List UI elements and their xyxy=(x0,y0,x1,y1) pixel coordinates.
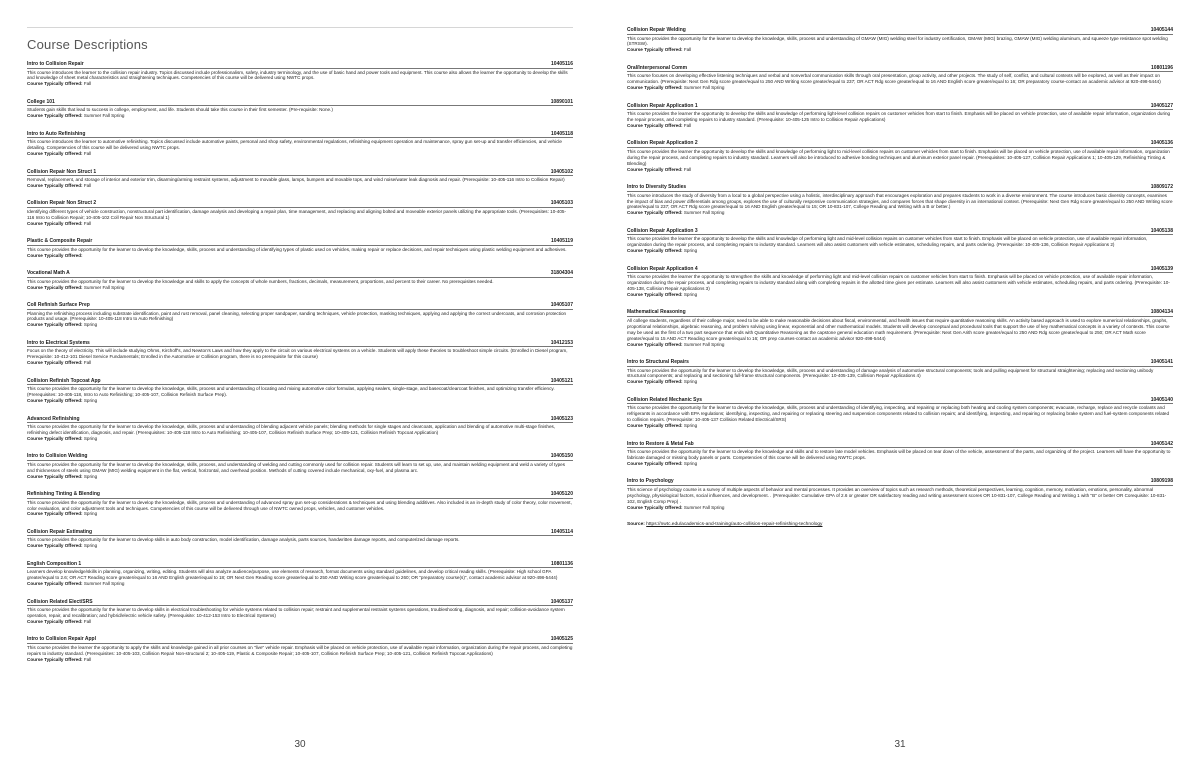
course-offered-label: Course Typically Offered: xyxy=(27,220,83,226)
course-offered xyxy=(27,581,573,587)
course-offered-value: Spring xyxy=(683,460,698,466)
course-offered-value: Spring xyxy=(683,423,698,429)
course-name: Collision Repair Non Struct 1 xyxy=(27,168,97,175)
course-offered xyxy=(627,505,1173,511)
course-number: 10405123 xyxy=(550,415,573,422)
course-entry xyxy=(27,561,573,587)
course-offered-label: Course Typically Offered: xyxy=(627,122,683,128)
course-number: 10405121 xyxy=(550,377,573,384)
course-entry xyxy=(627,266,1173,298)
course-header xyxy=(627,441,1173,449)
course-entry xyxy=(27,131,573,157)
course-offered-value: Spring xyxy=(83,473,98,479)
course-offered xyxy=(27,360,573,366)
course-name: Collision Related Mechanic Sys xyxy=(627,396,703,403)
course-number: 10405139 xyxy=(1150,265,1173,272)
course-entry xyxy=(627,478,1173,510)
course-name: Collision Related Elect/SRS xyxy=(27,598,93,605)
course-offered-value: Fall xyxy=(83,151,92,157)
course-description: This course introduces the study of diversity from a local to a global perspective using a holistic, interdisciplinary approach that encourages exploration and prepares students to work in a diverse environment. The course introduces basic diversity concepts, examines the impact of bias and power differentials among groups, explores the use of culturally responsive communication strategies, and compares forces that shape diversity in an international context. (Prerequisite: Next Gen Rdg score greater/equal to 250 AND Writing score greater/equal to 237; OR ACT Rdg score greater/equal to 16 AND English greater/equal to 15; OR 10-831-107, College Reading and Writing with a B or better.) xyxy=(627,192,1173,210)
course-description: This course provides the opportunity for the learner to develop the knowledge and skills to apply the concepts of whole numbers, fractions, decimals, measurement, proportions, and percent to their career. No prerequisites needed. xyxy=(27,278,494,284)
course-description: This course provides the opportunity for the learner to develop skills in electrical troubleshooting for vehicle systems related to collision repair; restraint and supplemental restraint systems operations, troubleshooting, diagnosis, and repair; collision-avoidance system operation, repair, and recalibration; and hybrid/electric vehicle safety. (Prerequisite: 10-412-153 Intro to Electrical Systems) xyxy=(27,607,565,619)
course-offered-value: Spring xyxy=(83,322,98,328)
course-offered-label: Course Typically Offered: xyxy=(27,473,83,479)
course-offered xyxy=(27,322,573,328)
course-header xyxy=(27,491,573,499)
course-header xyxy=(27,416,573,424)
course-header xyxy=(27,270,573,278)
course-offered-label: Course Typically Offered: xyxy=(627,341,683,347)
course-name: Mathematical Reasoning xyxy=(627,309,686,316)
course-header xyxy=(27,453,573,461)
course-entry xyxy=(627,140,1173,172)
course-number: 10405119 xyxy=(551,238,573,245)
course-number: 10405136 xyxy=(1150,140,1173,147)
course-offered xyxy=(27,619,573,625)
page-number-left: 30 xyxy=(294,739,306,750)
course-offered-label: Course Typically Offered: xyxy=(627,379,683,385)
course-description: This course provides the learner the opportunity to apply the skills and knowledge gained in all prior courses on "live" vehicle repair. Emphasis will be placed on vehicle protection, use of available repair information, organization during the repair process, and completing repairs to industry standard. (Prerequisites: 10-405-103, Collision Repair Non-structural 2; 10-405-119, Plastic & Composite Repair; 10-405-107, Collision Refinish Surface Prep; 10-405-121, Collision Refinish Topcoat Applications) xyxy=(27,644,573,656)
course-offered-label: Course Typically Offered: xyxy=(27,511,83,517)
course-description: Learners develop knowledge/skills in planning, organizing, writing, editing. Students will also analyze audience/purpose, use elements of research, format documents using standard guidelines, and develop critical reading skills. (Prerequisite: High school GPA greater/equal to 2.6; OR ACT Reading score greater/equal to 16 AND English greater/equal to 18; OR Next Gen Reading score greater/equal to 250 AND Writing score greater/equal to 260; OR "preparatory course(s)", contact academic advisor at 920-498-5444) xyxy=(27,569,558,581)
source-label: Source: xyxy=(627,522,645,528)
course-offered-value: Fall xyxy=(683,47,692,53)
course-offered-label: Course Typically Offered: xyxy=(27,113,83,119)
course-offered-label: Course Typically Offered: xyxy=(627,85,683,91)
course-offered-value: Spring xyxy=(683,248,698,254)
course-offered-label: Course Typically Offered: xyxy=(27,252,83,258)
course-entry xyxy=(27,378,573,404)
course-header xyxy=(27,636,573,644)
course-offered-label: Course Typically Offered: xyxy=(627,47,683,53)
course-header xyxy=(27,378,573,386)
course-offered xyxy=(27,253,573,259)
course-entry xyxy=(27,416,573,442)
source-citation xyxy=(627,522,1173,528)
course-description: Focus on the theory of electricity. This will include studying Ohms, Kirchoff's, and Newton's Laws and how they apply to the circuit on various electrical systems on a vehicle. Students will apply these theories to troubleshoot simple circuits. (Enrolled in Diesel program, Prerequisite: 10-412-101 Diesel Service Fundamentals; Enrolled in the Automotive or Collision program, there is no prerequisite for this course) xyxy=(27,348,568,360)
course-offered-value: Fall xyxy=(83,360,92,366)
course-offered-value: Spring xyxy=(83,398,98,403)
course-offered-value: Summer Fall Spring xyxy=(683,504,725,510)
course-header xyxy=(627,309,1173,317)
course-number: 10405102 xyxy=(550,168,573,175)
course-description: This course provides the opportunity for the learner to develop the knowledge, skills, process and understanding of damage analysis of automotive structural components; tools and pulling equipment for structural straightening; replacing and sectioning unibody structural components; and replacing and sectioning full-frame structural components. (Prerequisite: 10-405-139, Collision Repair Applications 4) xyxy=(627,367,1154,379)
course-offered xyxy=(27,543,573,549)
course-offered xyxy=(27,221,573,227)
course-offered-label: Course Typically Offered: xyxy=(627,423,683,429)
course-number: 31804304 xyxy=(550,270,573,277)
course-number: 10405118 xyxy=(551,130,573,137)
course-offered-label: Course Typically Offered: xyxy=(27,182,83,188)
course-offered-value: Spring xyxy=(683,379,698,385)
course-offered-label: Course Typically Offered: xyxy=(27,581,83,587)
course-entry xyxy=(27,302,573,328)
course-offered-label: Course Typically Offered: xyxy=(27,656,83,662)
course-description: Identifying different types of vehicle construction, nonstructural part identification, damage analysis and developing a repair plan, time management, and replacing and aligning bolted and moveable exterior panels utilizing the appropriate tools. (Prerequisites: 10-405-116 Intro to Collision Repair; 10-405-102 Coll Repair Non Structural 1) xyxy=(27,208,566,220)
course-name: Advanced Refinishing xyxy=(27,415,80,422)
course-header xyxy=(627,65,1173,73)
course-offered-value: Summer Fall Spring xyxy=(83,284,125,290)
course-offered-value: Spring xyxy=(83,435,98,441)
course-offered xyxy=(627,292,1173,298)
course-number: 10405141 xyxy=(1150,359,1173,366)
course-offered xyxy=(27,474,573,480)
course-description: This course provides the opportunity for the learner to develop the knowledge, skills, process and understanding of GMAW (MIG) welding steel for industry certification, GMAW (MIG) brazing, GMAW (MIG) welding aluminum, and squeeze type resistance spot welding (STRSW). xyxy=(627,35,1168,47)
course-header xyxy=(627,359,1173,367)
course-header xyxy=(27,302,573,310)
course-description: All college students, regardless of their college major, need to be able to make reasonable decisions about fiscal, environmental, and health issues that require quantitative reasoning skills. An activity based approach is used to explore numerical relationships, graphs, proportional relationships, algebraic reasoning, and problem solving using linear, exponential and other mathematical models. Students will develop conceptual and procedural tools that support the use of key mathematical concepts in a variety of contexts. This course may be used as the first of a two part sequence that ends with Quantitative Reasoning as the capstone general education math requirement. (Prerequisite: Next Gen Arith score greater/equal to 250 AND Rdg score greater/equal to 250; OR ACT Math score greater/equal to 15 AND ACT Reading score greater/equal to 16; OR prep courses-contact an academic advisor 920-498-5444) xyxy=(627,317,1170,341)
course-offered xyxy=(27,285,573,291)
course-description: This course provides the opportunity for the learner to develop the knowledge and skills and to restore late model vehicles. Emphasis will be placed on tear down of the vehicle, assessment of the parts, and organizing of the project. Learners will have the opportunity to fabricate damaged or missing body panels or parts. Competencies of this course will be delivered using NWTC props. xyxy=(627,449,1171,460)
course-name: College 101 xyxy=(27,98,55,105)
course-header xyxy=(27,131,573,139)
course-entry xyxy=(627,228,1173,254)
course-number: 10405137 xyxy=(550,598,573,605)
course-name: Collision Repair Application 3 xyxy=(627,227,698,234)
course-description: This course focuses on developing effective listening techniques and verbal and nonverbal communication skills through oral presentation, group activity, and other projects. The study of self, conflict, and cultural contexts will be explored, as well as their impact on communication. (Prerequisite: Next Gen Rdg score greater/equal to 250 AND Writing score greater/equal to 237; OR ACT Rdg score greater/equal to 16 AND English score greater/equal to 16; OR preparatory course-contact an academic advisor at 920-498-5444) xyxy=(627,73,1161,85)
course-offered xyxy=(627,47,1173,53)
course-entry xyxy=(627,309,1173,347)
course-number: 10405114 xyxy=(551,528,573,535)
course-offered xyxy=(27,398,573,404)
course-offered xyxy=(627,461,1173,467)
course-offered xyxy=(27,511,573,517)
course-entry xyxy=(27,340,573,366)
course-name: Collision Repair Application 1 xyxy=(627,102,698,109)
course-entry xyxy=(27,636,573,662)
course-entry xyxy=(27,453,573,479)
course-offered xyxy=(627,423,1173,429)
course-header xyxy=(627,228,1173,236)
course-entry xyxy=(627,103,1173,129)
course-name: Oral/Interpersonal Comm xyxy=(627,64,688,71)
course-entry xyxy=(27,61,573,87)
course-description: This course provides the opportunity for the learner to develop skills in auto body construction, model identification, damage analysis, parts sources, handwritten damage reports, and computerized damage reports. xyxy=(27,537,460,543)
course-offered-label: Course Typically Offered: xyxy=(27,151,83,157)
course-offered-value: Summer Fall Spring xyxy=(683,85,725,91)
course-description: This course provides the opportunity for the learner to develop the knowledge, skills, process and understanding of locating and mixing automotive color formulas, applying sealers, single-stage, and basecoat/clearcoat finishes, and optimizing transfer efficiency. (Prerequisites: 10-405-118, Intro to Auto Refinishing; 10-405-107, Collision Refinish Surface Prep). xyxy=(27,386,555,398)
course-number: 10405125 xyxy=(550,636,573,643)
course-entry xyxy=(627,184,1173,216)
course-entry xyxy=(627,397,1173,429)
course-name: Collision Repair Estimating xyxy=(27,528,93,535)
course-offered-value: Fall xyxy=(683,166,692,172)
course-name: Collision Repair Application 4 xyxy=(627,265,698,272)
course-name: Refinishing Tinting & Blending xyxy=(27,491,100,498)
course-offered-label: Course Typically Offered: xyxy=(627,504,683,510)
course-number: 10405120 xyxy=(550,491,573,498)
course-header xyxy=(27,200,573,208)
course-number: 10809198 xyxy=(1150,478,1173,485)
course-header xyxy=(627,27,1173,35)
course-list-left xyxy=(27,61,573,674)
course-description: This course introduces the learner to automotive refinishing. Topics discussed include automotive paints, personal and shop safety, environmental regulations, refinishing equipment operation and maintenance, spray gun set-up and transfer efficiencies, and vehicle detailing. Competencies of this course will be delivered using NWTC props. xyxy=(27,139,562,151)
page-right xyxy=(600,0,1200,776)
course-list-right xyxy=(627,27,1173,528)
course-description: This course provides the opportunity for the learner to develop the knowledge, skills, process and understanding of identifying, inspecting, and repairing or replacing both heating and cooling system components; evacuate, recharge, replace and recycle coolants and refrigerants in accordance with EPA regulations; identifying, inspecting, and repairing or replacing steering and suspension components related to collision repairs; and identifying, inspecting, and repairing or replacing brake system and fuel-system components related to collision repairs. (Prerequisite: 10-405-137 Collision Related Electrical/SRS) xyxy=(627,405,1170,423)
course-number: 10405142 xyxy=(1150,440,1173,447)
course-number: 10405127 xyxy=(1150,102,1173,109)
course-description: Removal, replacement, and storage of interior and exterior trim, disarming/arming restraint systems, adjustment to movable glass, lamps, bumpers and movable tops, and wind noise/water leak diagnosis and repair. (Prerequisite: 10-405-116 Intro to Collision Repair) xyxy=(27,177,565,183)
course-offered-label: Course Typically Offered: xyxy=(27,543,83,549)
course-number: 10801136 xyxy=(551,560,573,567)
course-offered-label: Course Typically Offered: xyxy=(627,248,683,254)
course-offered xyxy=(627,379,1173,385)
course-name: Plastic & Composite Repair xyxy=(27,238,93,245)
course-offered-value: Fall xyxy=(683,122,692,128)
course-offered-value: Summer Fall Spring xyxy=(83,581,125,587)
course-header xyxy=(627,103,1173,111)
source-link[interactable]: https://nwtc.edu/academics-and-training/auto-collision-repair-refinishing-technology xyxy=(646,522,823,528)
course-description: This course provides the opportunity for the learner to develop the knowledge, skills, process and understanding of identifying types of plastic used on vehicles, making repair or replace decisions, and repair techniques using plastic welding equipment and adhesives. xyxy=(27,246,567,252)
course-offered-label: Course Typically Offered: xyxy=(27,618,83,624)
course-name: Intro to Collision Welding xyxy=(27,453,88,460)
course-offered-value: Spring xyxy=(83,511,98,517)
course-name: Collision Repair Non Struct 2 xyxy=(27,200,97,207)
course-offered-label: Course Typically Offered: xyxy=(627,166,683,172)
course-offered xyxy=(627,342,1173,348)
course-offered xyxy=(27,657,573,663)
course-number: 10405150 xyxy=(550,453,573,460)
course-name: Collision Repair Welding xyxy=(627,27,686,33)
course-name: Collision Repair Application 2 xyxy=(627,140,698,147)
course-offered-label: Course Typically Offered: xyxy=(27,284,83,290)
course-number: 10405138 xyxy=(1150,227,1173,234)
course-name: Collision Refinish Topcoat App xyxy=(27,377,101,384)
course-header xyxy=(27,99,573,107)
course-header xyxy=(27,169,573,177)
course-name: Coll Refinish Surface Prep xyxy=(27,302,90,309)
course-entry xyxy=(27,599,573,625)
course-offered xyxy=(27,113,573,119)
course-entry xyxy=(627,65,1173,91)
course-offered-label: Course Typically Offered: xyxy=(27,435,83,441)
course-offered-label: Course Typically Offered: xyxy=(627,460,683,466)
header-rule xyxy=(27,27,573,28)
course-entry xyxy=(627,27,1173,53)
course-name: Intro to Diversity Studies xyxy=(627,184,687,191)
course-offered-value: Summer Fall Spring xyxy=(683,341,725,347)
course-name: Intro to Collision Repair Appl xyxy=(27,636,96,643)
course-offered-label: Course Typically Offered: xyxy=(627,210,683,216)
course-offered xyxy=(27,436,573,442)
course-offered xyxy=(627,210,1173,216)
course-name: Vocational Math A xyxy=(27,270,70,277)
course-offered-label: Course Typically Offered: xyxy=(627,291,683,297)
course-header xyxy=(627,140,1173,148)
course-name: Intro to Restore & Metal Fab xyxy=(627,440,694,447)
course-offered xyxy=(627,248,1173,254)
course-number: 10801196 xyxy=(1151,64,1173,71)
course-header xyxy=(27,340,573,348)
course-header xyxy=(627,397,1173,405)
course-description: Planning the refinishing process including substrate identification, paint and rust removal, panel cleaning, selecting proper sandpaper, sanding techniques, vehicle protection, masking techniques, applying and applying the correct undercoats, and corrosion protection products and usage. (Prerequisite: 10-405-118 Intro to Auto Refinishing) xyxy=(27,310,567,322)
course-header xyxy=(27,238,573,246)
course-entry xyxy=(27,238,573,258)
course-description: This course provides the learner the opportunity to strengthen the skills and knowledge of performing light and mid-level collision repairs on customer vehicles from start to finish. Emphasis will be placed on vehicle protection, use of available repair information, organization during the repair process, and completing repairs to industry standard along with completing repairs in the allotted time given per estimate. Learners will also assist customers with vehicle estimates, scheduling repairs, and parts ordering. (Prerequisite: 10-405-138, Collision Repair Applications 3) xyxy=(627,274,1170,291)
course-description: This course provides the learner the opportunity to develop the skills and knowledge of performing light to mid-level collision repairs on customer vehicles from start to finish. Emphasis will be placed on vehicle protection, use of available repair information, organization during the repair process, and completing repairs to industry standard. Learners will also be introduced to adhesive bonding techniques and aluminum exterior panel repair. (Prerequisites: 10-405-127, Collision Repair Applications 1; 10-405-129, Refinishing Tinting & Blending) xyxy=(627,148,1170,166)
course-description: This course provides the opportunity for the learner to develop the knowledge, skills, process and understanding of advanced spray gun set-up considerations & techniques and using blending additives. Also included is an in-depth study of color theory, color movement, color evaluation, and color adjustment tools and techniques. Competencies of this course will be delivered through use of NWTC owned props, vehicles, and customer vehicles. xyxy=(27,499,572,511)
course-entry xyxy=(27,270,573,290)
course-offered-value: Fall xyxy=(83,656,92,662)
course-entry xyxy=(27,200,573,226)
course-entry xyxy=(27,169,573,189)
course-number: 10405107 xyxy=(550,302,573,309)
course-offered-value: Fall xyxy=(83,182,92,188)
course-entry xyxy=(627,441,1173,467)
course-header xyxy=(627,184,1173,192)
course-number: 10405144 xyxy=(1150,27,1173,33)
course-name: English Composition 1 xyxy=(27,560,82,567)
course-description: Students gain skills that lead to success in college, employment, and life. Students should take this course in their first semester. (Pre-requisite: None.) xyxy=(27,107,333,113)
course-name: Intro to Psychology xyxy=(627,478,674,485)
course-header xyxy=(27,529,573,537)
course-offered-value: Spring xyxy=(83,543,98,549)
course-number: 10405116 xyxy=(551,61,573,67)
course-entry xyxy=(27,491,573,517)
course-offered xyxy=(627,85,1173,91)
course-number: 10412153 xyxy=(550,339,573,346)
course-description: This course provides the learner the opportunity to develop the skills and knowledge of performing light-level collision repairs on customer vehicles from start to finish. Emphasis will be placed on vehicle protection, use of available repair information, organization during the repair process, and completing repairs to industry standard. (Prerequisite: 10-405-125 Intro to Collision Repair Applications) xyxy=(627,111,1171,123)
course-offered-value: Summer Fall Spring xyxy=(83,113,125,119)
course-offered-value: Fall xyxy=(83,81,92,87)
course-description: This course provides the opportunity for the learner to develop the knowledge, skills, process and understanding of blending adjacent vehicle panels; blending methods for single stages and clearcoats, application and blending of automotive multi-stage finishes, refinishing defect identification, diagnosis, and repair. (Prerequisites: 10-405-118 Intro to Auto Refinishing; 10-405-107, Collision Refinish Surface Prep; 10-405-121, Collision Refinish Topcoat Application) xyxy=(27,424,556,435)
course-number: 10809172 xyxy=(1150,184,1173,191)
course-offered xyxy=(627,167,1173,173)
page-title: Course Descriptions xyxy=(27,37,148,52)
course-name: Intro to Collision Repair xyxy=(27,61,84,67)
page-number-right: 31 xyxy=(894,739,906,750)
course-offered xyxy=(27,151,573,157)
course-offered-label: Course Typically Offered: xyxy=(27,81,83,87)
course-offered-label: Course Typically Offered: xyxy=(27,322,83,328)
course-description: This course provides the opportunity for the learner to develop the knowledge, skills, process, and understanding of welding and cutting commonly used for collision repair. Students will learn to set up, use, and maintain welding equipment and weld a variety of types and thicknesses of steels using GMAW (MIG) welding equipment in the flat, vertical, horizontal, and overhead position. Methods of cutting covered include mechanical, oxy-fuel, and plasma arc. xyxy=(27,461,566,473)
course-description: This course provides the learner the opportunity to develop the skills and knowledge of performing light and mid-level collision repairs on customer vehicles from start to finish. Emphasis will be placed on vehicle protection, use of available repair information, organization during the repair process, and completing repairs to industry standard. Learners will also assist customers with vehicle estimates, scheduling repairs, and parts ordering. (Prerequisite: 10-405-136, Collision Repair Applications 2) xyxy=(627,236,1148,248)
course-description: This science of psychology course is a survey of multiple aspects of behavior and mental processes. It provides an overview of topics such as research methods, theoretical perspectives, learning, cognition, memory, motivation, emotions, personality, abnormal psychology, physiological factors, social influences, and development. . (Prerequisite: Cumulative GPA of 2.6 or greater OR satisfactory reading and writing assessment scores OR 10-831-107, College Reading and Writing 1 with "B" or better OR Corequisite: 10-831-102, English Comp Prep) . xyxy=(627,486,1167,504)
course-header xyxy=(27,561,573,569)
course-name: Intro to Structural Repairs xyxy=(627,359,689,366)
course-offered xyxy=(27,183,573,189)
course-entry xyxy=(27,99,573,119)
course-header xyxy=(627,478,1173,486)
course-offered xyxy=(627,123,1173,129)
course-entry xyxy=(627,359,1173,385)
course-name: Intro to Auto Refinishing xyxy=(27,130,86,137)
course-offered-value: Fall xyxy=(83,618,92,624)
course-name: Intro to Electrical Systems xyxy=(27,339,90,346)
course-header xyxy=(27,599,573,607)
course-number: 10405140 xyxy=(1150,396,1173,403)
course-offered xyxy=(27,81,573,87)
course-offered-value: Summer Fall Spring xyxy=(683,210,725,216)
course-offered-value: Fall xyxy=(83,220,92,226)
course-number: 10890101 xyxy=(550,98,573,105)
course-entry xyxy=(27,529,573,549)
course-offered-label: Course Typically Offered: xyxy=(27,398,83,403)
course-number: 10804134 xyxy=(1150,309,1173,316)
course-header xyxy=(27,61,573,69)
course-description: This course introduces the learner to the collision repair industry. Topics discussed include professionalism, safety, industry terminology, and the use of basic hand and power tools and equipment. This course also allows the learner the opportunity to develop the skills and knowledge of sheet metal characteristics and straightening techniques. Competencies of this course will be delivered using NWTC props. xyxy=(27,69,568,81)
course-offered-value: Spring xyxy=(683,291,698,297)
course-header xyxy=(627,266,1173,274)
course-number: 10405103 xyxy=(550,200,573,207)
course-offered-label: Course Typically Offered: xyxy=(27,360,83,366)
